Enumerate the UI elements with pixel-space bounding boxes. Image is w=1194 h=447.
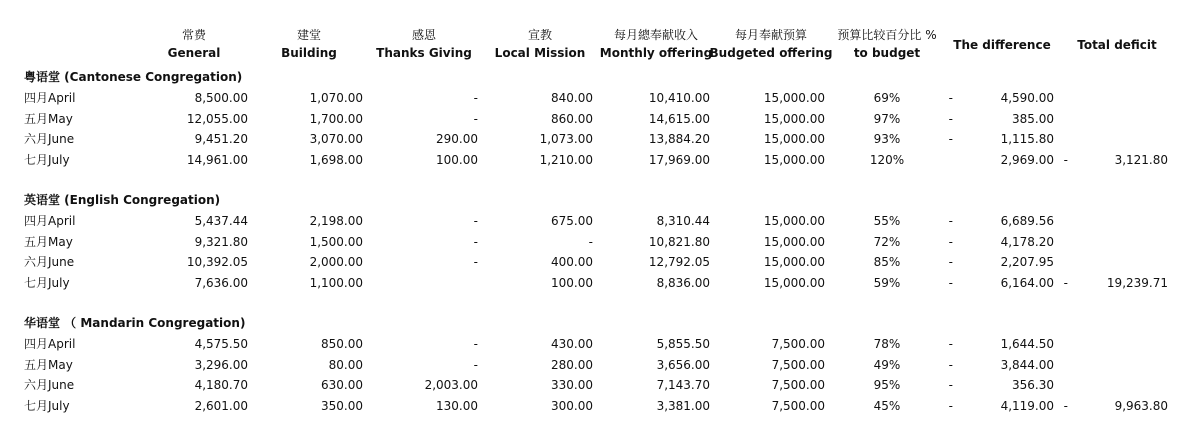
- cell-monthly-offering: 13,884.20: [648, 132, 710, 146]
- cell-budgeted-offering: 15,000.00: [763, 132, 825, 146]
- cell-local-mission: 675.00: [551, 214, 593, 228]
- cell-thanks-giving: 290.00: [436, 132, 478, 146]
- cell-percent-to-budget: 55%: [873, 214, 901, 228]
- cell-percent-to-budget: 72%: [873, 235, 901, 249]
- congregation-title: 英语堂 (English Congregation): [24, 193, 221, 207]
- cell-local-mission: 330.00: [551, 378, 593, 392]
- cell-monthly-offering: 12,792.05: [648, 255, 710, 269]
- cell-budgeted-offering: 7,500.00: [771, 378, 825, 392]
- cell-thanks-giving: 100.00: [436, 153, 478, 167]
- cell-difference: 2,969.00: [1000, 153, 1054, 167]
- cell-thanks-giving: -: [473, 91, 478, 105]
- cell-building: 3,070.00: [309, 132, 363, 146]
- cell-local-mission: -: [588, 235, 593, 249]
- header-building: [281, 26, 337, 62]
- cell-thanks-giving: 130.00: [436, 399, 478, 413]
- cell-difference-sign: -: [948, 378, 953, 392]
- cell-difference: 6,164.00: [1000, 276, 1054, 290]
- cell-monthly-offering: 3,381.00: [656, 399, 710, 413]
- cell-percent-to-budget: 93%: [873, 132, 901, 146]
- cell-difference-sign: -: [948, 235, 953, 249]
- cell-monthly-offering: 8,310.44: [656, 214, 710, 228]
- cell-month: 六月June: [24, 378, 75, 392]
- cell-difference-sign: -: [948, 214, 953, 228]
- header-local-mission-zh: 宣教: [527, 28, 553, 42]
- cell-building: 1,070.00: [309, 91, 363, 105]
- header-budgeted-offering-en: Budgeted offering: [709, 46, 833, 60]
- cell-percent-to-budget: 49%: [873, 358, 901, 372]
- cell-month: 四月April: [24, 214, 76, 228]
- cell-monthly-offering: 10,821.80: [648, 235, 710, 249]
- cell-percent-to-budget: 85%: [873, 255, 901, 269]
- cell-local-mission: 840.00: [551, 91, 593, 105]
- cell-monthly-offering: 14,615.00: [648, 112, 710, 126]
- cell-monthly-offering: 8,836.00: [656, 276, 710, 290]
- cell-general: 4,575.50: [194, 337, 248, 351]
- header-percent-to-budget-en: to budget: [853, 46, 921, 60]
- cell-thanks-giving: -: [473, 214, 478, 228]
- cell-building: 1,698.00: [309, 153, 363, 167]
- cell-building: 630.00: [321, 378, 363, 392]
- cell-percent-to-budget: 120%: [869, 153, 905, 167]
- header-monthly-offering-en: Monthly offering: [599, 46, 713, 60]
- cell-budgeted-offering: 15,000.00: [763, 153, 825, 167]
- cell-percent-to-budget: 97%: [873, 112, 901, 126]
- header-general-zh: 常费: [181, 28, 206, 42]
- cell-general: 12,055.00: [186, 112, 248, 126]
- cell-local-mission: 430.00: [551, 337, 593, 351]
- cell-thanks-giving: -: [473, 337, 478, 351]
- header-local-mission: [495, 26, 586, 62]
- cell-local-mission: 280.00: [551, 358, 593, 372]
- cell-monthly-offering: 7,143.70: [656, 378, 710, 392]
- cell-difference: 1,115.80: [1000, 132, 1054, 146]
- cell-total-deficit: 3,121.80: [1114, 153, 1168, 167]
- cell-thanks-giving: -: [473, 255, 478, 269]
- cell-building: 1,700.00: [309, 112, 363, 126]
- cell-percent-to-budget: 45%: [873, 399, 901, 413]
- cell-local-mission: 860.00: [551, 112, 593, 126]
- cell-general: 9,451.20: [194, 132, 248, 146]
- cell-budgeted-offering: 15,000.00: [763, 276, 825, 290]
- header-general-en: General: [167, 46, 221, 60]
- cell-total-deficit: 19,239.71: [1106, 276, 1168, 290]
- cell-building: 850.00: [321, 337, 363, 351]
- cell-month: 七月July: [24, 399, 70, 413]
- header-difference: [953, 36, 1050, 54]
- cell-month: 四月April: [24, 337, 76, 351]
- cell-difference-sign: -: [948, 91, 953, 105]
- cell-monthly-offering: 10,410.00: [648, 91, 710, 105]
- cell-difference-sign: -: [948, 112, 953, 126]
- cell-budgeted-offering: 15,000.00: [763, 235, 825, 249]
- header-budgeted-offering: [710, 26, 833, 62]
- cell-general: 8,500.00: [194, 91, 248, 105]
- cell-month: 五月May: [24, 235, 73, 249]
- cell-difference: 3,844.00: [1000, 358, 1054, 372]
- header-total-deficit-en: Total deficit: [1077, 38, 1157, 52]
- cell-general: 5,437.44: [194, 214, 248, 228]
- cell-difference-sign: -: [948, 132, 953, 146]
- header-building-en: Building: [281, 46, 337, 60]
- cell-general: 14,961.00: [186, 153, 248, 167]
- cell-budgeted-offering: 7,500.00: [771, 399, 825, 413]
- cell-thanks-giving: -: [473, 112, 478, 126]
- cell-difference: 4,178.20: [1000, 235, 1054, 249]
- cell-percent-to-budget: 95%: [873, 378, 901, 392]
- header-monthly-offering-zh: 每月總奉献收入: [613, 28, 699, 42]
- header-thanksgiving-zh: 感恩: [411, 28, 437, 42]
- cell-general: 4,180.70: [194, 378, 248, 392]
- cell-month: 六月June: [24, 132, 75, 146]
- cell-building: 1,500.00: [309, 235, 363, 249]
- cell-general: 10,392.05: [186, 255, 248, 269]
- cell-difference: 4,119.00: [1000, 399, 1054, 413]
- cell-difference-sign: -: [948, 276, 953, 290]
- header-thanksgiving: [376, 26, 472, 62]
- cell-general: 2,601.00: [194, 399, 248, 413]
- cell-month: 六月June: [24, 255, 75, 269]
- cell-difference: 4,590.00: [1000, 91, 1054, 105]
- cell-month: 七月July: [24, 153, 70, 167]
- header-general: [168, 26, 221, 62]
- cell-percent-to-budget: 69%: [873, 91, 901, 105]
- header-local-mission-en: Local Mission: [494, 46, 586, 60]
- header-thanksgiving-en: Thanks Giving: [376, 46, 472, 60]
- cell-local-mission: 1,210.00: [539, 153, 593, 167]
- cell-building: 1,100.00: [309, 276, 363, 290]
- congregation-title: 粤语堂 (Cantonese Congregation): [24, 70, 243, 84]
- cell-difference: 385.00: [1012, 112, 1054, 126]
- cell-building: 2,000.00: [309, 255, 363, 269]
- cell-budgeted-offering: 15,000.00: [763, 112, 825, 126]
- cell-general: 9,321.80: [194, 235, 248, 249]
- cell-month: 七月July: [24, 276, 70, 290]
- cell-general: 7,636.00: [194, 276, 248, 290]
- cell-thanks-giving: -: [473, 235, 478, 249]
- cell-percent-to-budget: 78%: [873, 337, 901, 351]
- cell-local-mission: 100.00: [551, 276, 593, 290]
- cell-percent-to-budget: 59%: [873, 276, 901, 290]
- cell-budgeted-offering: 7,500.00: [771, 358, 825, 372]
- cell-difference-sign: -: [948, 358, 953, 372]
- header-difference-en: The difference: [953, 38, 1051, 52]
- cell-month: 五月May: [24, 358, 73, 372]
- cell-total-deficit: 9,963.80: [1114, 399, 1168, 413]
- header-percent-to-budget-zh: 预算比较百分比 %: [837, 28, 937, 42]
- congregation-title: 华语堂 （ Mandarin Congregation): [24, 316, 246, 330]
- cell-budgeted-offering: 15,000.00: [763, 91, 825, 105]
- cell-deficit-sign: -: [1063, 276, 1068, 290]
- cell-difference: 2,207.95: [1000, 255, 1054, 269]
- cell-local-mission: 400.00: [551, 255, 593, 269]
- cell-difference-sign: -: [948, 255, 953, 269]
- cell-budgeted-offering: 7,500.00: [771, 337, 825, 351]
- header-monthly-offering: [600, 26, 712, 62]
- header-budgeted-offering-zh: 每月奉献预算: [734, 28, 808, 42]
- cell-building: 350.00: [321, 399, 363, 413]
- cell-general: 3,296.00: [194, 358, 248, 372]
- header-building-zh: 建堂: [296, 28, 322, 42]
- cell-thanks-giving: -: [473, 358, 478, 372]
- cell-building: 80.00: [328, 358, 363, 372]
- cell-thanks-giving: 2,003.00: [424, 378, 478, 392]
- cell-deficit-sign: -: [1063, 153, 1068, 167]
- cell-monthly-offering: 5,855.50: [656, 337, 710, 351]
- cell-building: 2,198.00: [309, 214, 363, 228]
- cell-budgeted-offering: 15,000.00: [763, 255, 825, 269]
- cell-month: 五月May: [24, 112, 73, 126]
- cell-difference: 356.30: [1012, 378, 1054, 392]
- cell-local-mission: 1,073.00: [539, 132, 593, 146]
- cell-budgeted-offering: 15,000.00: [763, 214, 825, 228]
- cell-difference-sign: -: [948, 337, 953, 351]
- cell-difference-sign: -: [948, 399, 953, 413]
- cell-difference: 1,644.50: [1000, 337, 1054, 351]
- cell-monthly-offering: 17,969.00: [648, 153, 710, 167]
- header-percent-to-budget: [837, 26, 936, 62]
- cell-local-mission: 300.00: [551, 399, 593, 413]
- header-total-deficit: [1077, 36, 1157, 54]
- cell-difference: 6,689.56: [1000, 214, 1054, 228]
- cell-month: 四月April: [24, 91, 76, 105]
- cell-deficit-sign: -: [1063, 399, 1068, 413]
- cell-monthly-offering: 3,656.00: [656, 358, 710, 372]
